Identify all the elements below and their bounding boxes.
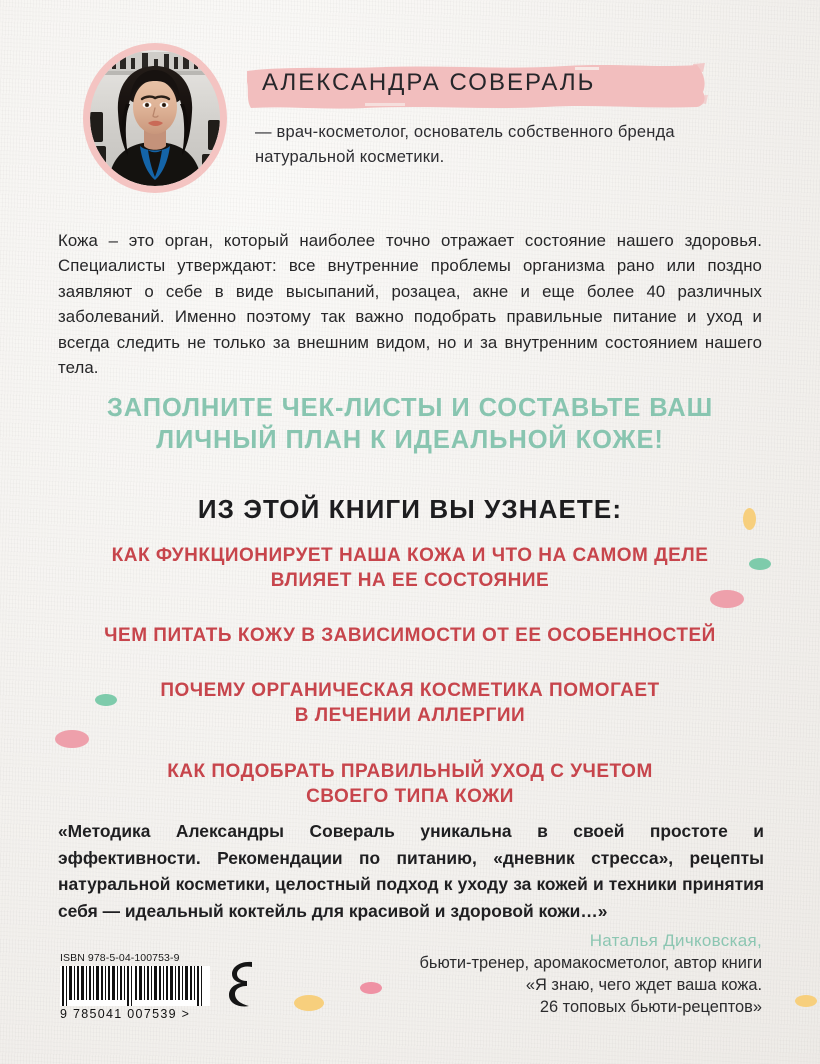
author-name: АЛЕКСАНДРА СОВЕРАЛЬ — [262, 69, 596, 96]
barcode-digits: 9 785041 007539 > — [60, 1007, 191, 1021]
isbn-number: ISBN 978-5-04-100753-9 — [60, 952, 180, 964]
intro-paragraph: Кожа – это орган, который наиболее точно отражает состояние нашего здоровья. Специалисты утверждают: все внутренние проблемы организма рано или поздно заявляют о себе в виде высыпаний, розацеа, акне и еще более 40 различных заболеваний. Именно поэтому так важно подобрать правильные питание и уход и всегда следить не только за внешним видом, но и за внутренним состоянием нашего тела. — [58, 231, 762, 378]
cover-header — [0, 0, 820, 205]
list-item — [0, 623, 820, 648]
decorative-dot-yellow — [795, 995, 817, 1007]
author-name-banner — [245, 62, 710, 110]
green-headline-line-2: ЛИЧНЫЙ ПЛАН К ИДЕАЛЬНОЙ КОЖЕ! — [156, 426, 664, 454]
list-item-line-2: В ЛЕЧЕНИИ АЛЛЕРГИИ — [294, 705, 526, 726]
author-description: — врач-косметолог, основатель собственного бренда натуральной косметики. — [255, 123, 675, 166]
benefits-list — [0, 543, 820, 809]
list-item-line-1: ПОЧЕМУ ОРГАНИЧЕСКАЯ КОСМЕТИКА ПОМОГАЕТ — [160, 680, 660, 701]
barcode-icon — [60, 966, 210, 1006]
list-item — [0, 543, 820, 593]
section-heading: ИЗ ЭТОЙ КНИГИ ВЫ УЗНАЕТЕ: — [197, 494, 623, 524]
decorative-dot-yellow — [294, 995, 324, 1011]
list-item-line-2: ВЛИЯЕТ НА ЕЕ СОСТОЯНИЕ — [270, 570, 550, 591]
reviewer-book-line-1: «Я знаю, чего ждет ваша кожа. — [525, 976, 762, 994]
list-item-line-1: КАК ПОДОБРАТЬ ПРАВИЛЬНЫЙ УХОД С УЧЕТОМ — [167, 761, 653, 782]
green-headline-line-1: ЗАПОЛНИТЕ ЧЕК-ЛИСТЫ И СОСТАВЬТЕ ВАШ — [106, 394, 714, 422]
quote-attribution — [332, 930, 762, 1018]
list-item — [0, 678, 820, 728]
list-item-line-1: ЧЕМ ПИТАТЬ КОЖУ В ЗАВИСИМОСТИ ОТ ЕЕ ОСОБЕННОСТЕЙ — [104, 625, 716, 646]
reviewer-book-line-2: 26 топовых бьюти-рецептов» — [539, 998, 762, 1016]
isbn-block — [60, 952, 210, 1021]
eksmo-logo-icon — [222, 958, 268, 1010]
review-quote: «Методика Александры Совераль уникальна в своей простоте и эффективности. Рекомендации по питанию, «дневник стресса», рецепты натуральной косметики, целостный подход к уходу за кожей и техники принятия себя — идеальный коктейль для красивой и здоровой кожи…» — [58, 821, 764, 921]
author-photo — [90, 50, 220, 186]
list-item — [0, 759, 820, 809]
avatar — [83, 43, 227, 193]
list-item-line-1: КАК ФУНКЦИОНИРУЕТ НАША КОЖА И ЧТО НА САМОМ ДЕЛЕ — [111, 545, 709, 566]
reviewer-name: Наталья Дичковская, — [589, 931, 762, 950]
reviewer-title: бьюти-тренер, аромакосметолог, автор книги — [419, 954, 762, 972]
list-item-line-2: СВОЕГО ТИПА КОЖИ — [306, 786, 514, 807]
green-headline — [0, 392, 820, 456]
